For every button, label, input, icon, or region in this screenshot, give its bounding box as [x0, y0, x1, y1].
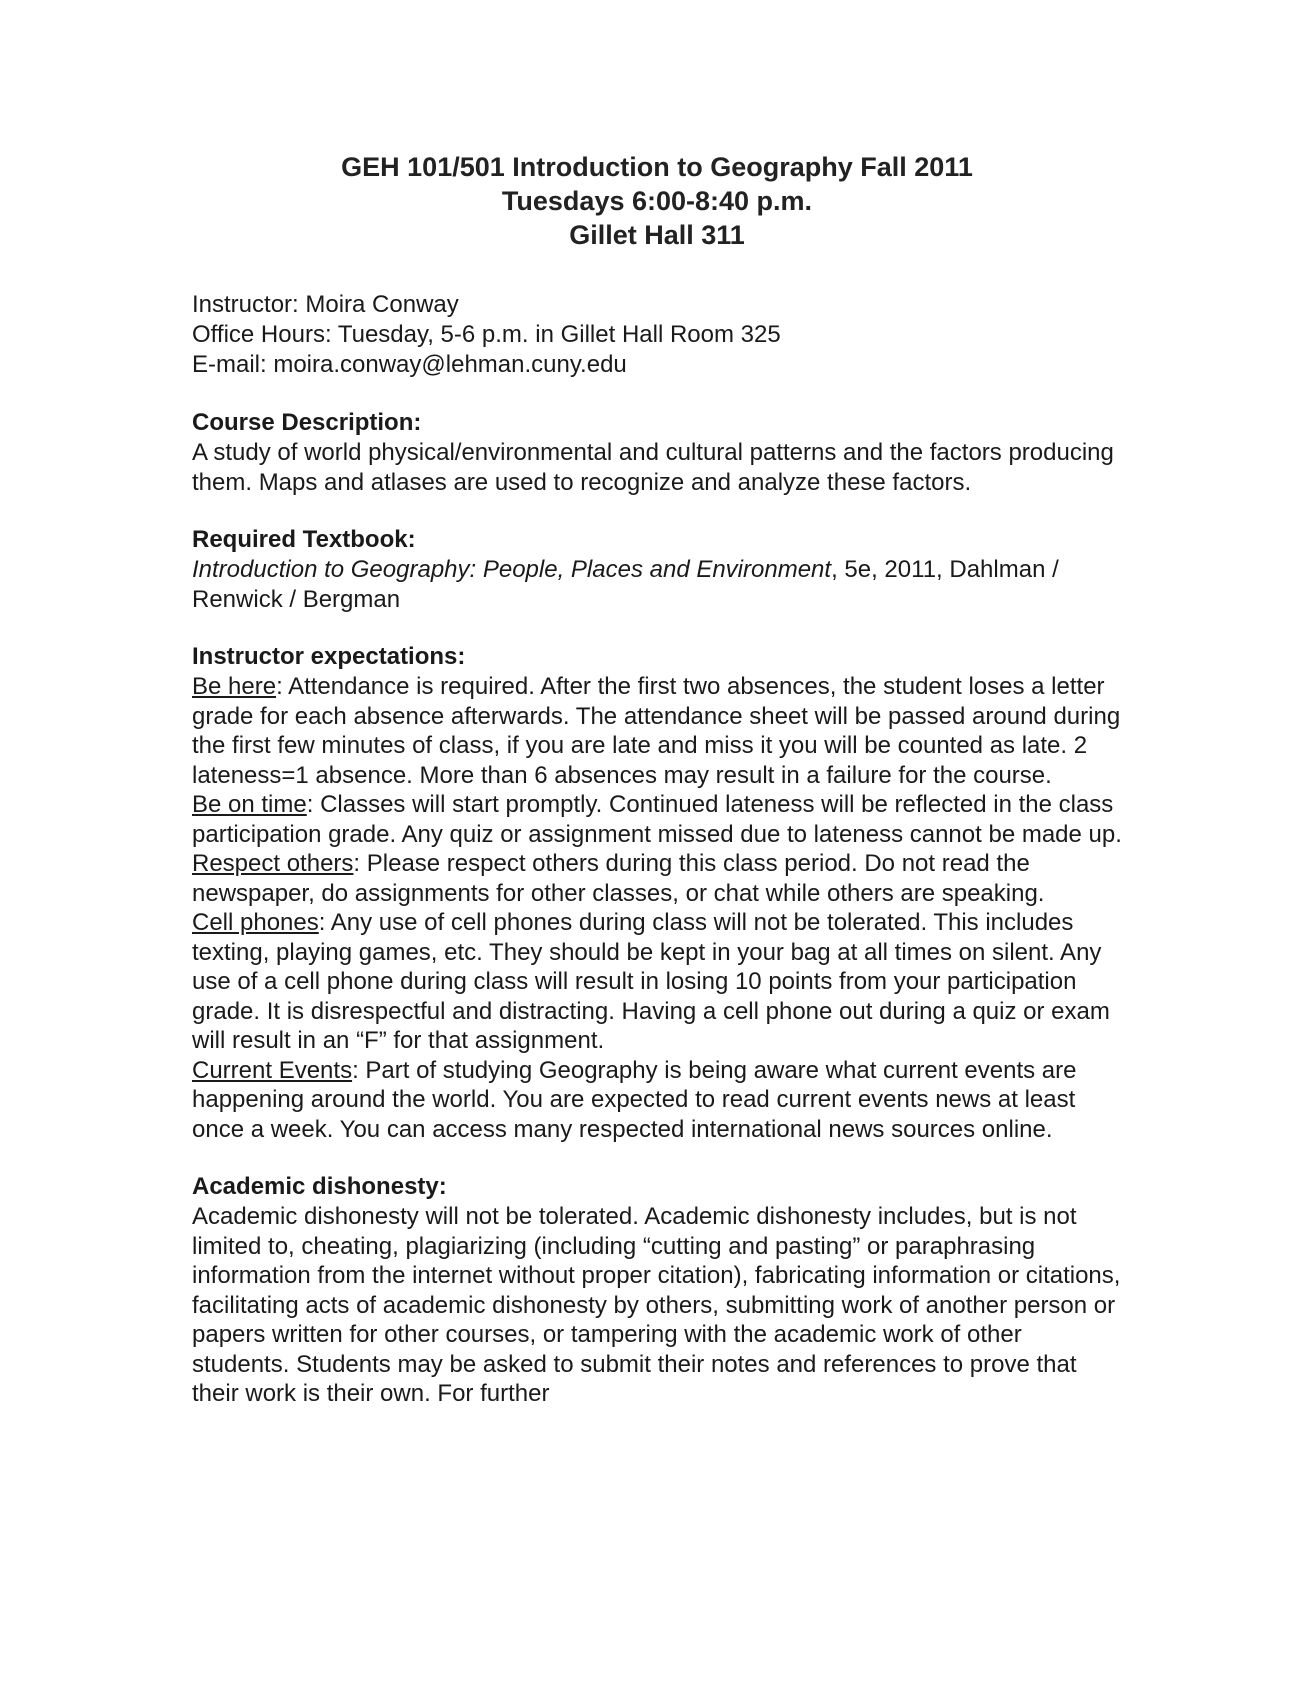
- expectation-label: Current Events: [192, 1056, 353, 1084]
- course-description-heading: Course Description:: [192, 409, 422, 436]
- textbook-title: Introduction to Geography: People, Places and Environment: [192, 556, 832, 583]
- textbook-citation: [192, 555, 1122, 614]
- expectation-item: [192, 672, 1122, 790]
- expectations-section: [192, 642, 1122, 1144]
- textbook-section: [192, 525, 1122, 614]
- expectation-text: : Part of studying Geography is being aware what current events are happening around the world. You are expected to read current events news at least once a week. You can access many respected international news sources online.: [192, 1056, 1077, 1143]
- expectation-label: Be here: [192, 673, 277, 700]
- expectation-item: [192, 790, 1122, 849]
- academic-dishonesty-text: Academic dishonesty will not be tolerated. Academic dishonesty includes, but is not limited to, cheating, plagiarizing (including “cutting and pasting” or paraphrasing information from the internet without proper citation), fabricating information or citations, facilitating acts of academic dishonesty by others, submitting work of another person or papers written for other courses, or tampering with the academic work of other students. Students may be asked to submit their notes and references to prove that their work is their own. For further: [192, 1203, 1121, 1407]
- expectation-text: : Attendance is required. After the first two absences, the student loses a letter grade for each absence afterwards. The attendance sheet will be passed around during the first few minutes of class, if you are late and miss it you will be counted as late. 2 lateness=1 absence. More than 6 absences may result in a failure for the course.: [192, 673, 1121, 789]
- syllabus-page: [192, 150, 1122, 1437]
- expectation-label: Cell phones: [192, 909, 319, 936]
- expectation-item: [192, 908, 1122, 1056]
- office-hours: Office Hours: Tuesday, 5-6 p.m. in Gillet Hall Room 325: [192, 321, 781, 348]
- course-description-section: [192, 408, 1122, 497]
- expectations-heading: Instructor expectations:: [192, 643, 466, 670]
- expectation-text: : Any use of cell phones during class will not be tolerated. This includes texting, playing games, etc. They should be kept in your bag at all times on silent. Any use of a cell phone during class will result in losing 10 points from your participation grade. It is disrespectful and distracting. Having a cell phone out during a quiz or exam will result in an “F” for that assignment.: [192, 909, 1110, 1054]
- expectation-text: : Please respect others during this class period. Do not read the newspaper, do assignments for other classes, or chat while others are speaking.: [192, 850, 1045, 907]
- expectation-item: [192, 1056, 1122, 1145]
- academic-dishonesty-section: [192, 1172, 1122, 1409]
- title-schedule: Tuesdays 6:00-8:40 p.m.: [501, 186, 813, 216]
- textbook-details: , 5e, 2011, Dahlman / Renwick / Bergman: [192, 556, 1059, 613]
- expectation-label: Be on time: [192, 791, 307, 818]
- instructor-name: Instructor: Moira Conway: [192, 291, 459, 318]
- expectation-item: [192, 849, 1122, 908]
- course-description-text: A study of world physical/environmental and cultural patterns and the factors producing them. Maps and atlases are used to recognize and analyze these factors.: [192, 439, 1114, 496]
- expectation-text: : Classes will start promptly. Continued lateness will be reflected in the class participation grade. Any quiz or assignment missed due to lateness cannot be made up.: [192, 791, 1122, 848]
- instructor-email: E-mail: moira.conway@lehman.cuny.edu: [192, 351, 627, 378]
- textbook-heading: Required Textbook:: [192, 526, 416, 553]
- title-location: Gillet Hall 311: [569, 220, 745, 250]
- document-title: [192, 150, 1122, 252]
- academic-dishonesty-heading: Academic dishonesty:: [192, 1173, 447, 1200]
- instructor-info: [192, 290, 1122, 380]
- title-course: GEH 101/501 Introduction to Geography Fall 2011: [341, 152, 973, 182]
- expectation-label: Respect others: [192, 850, 354, 877]
